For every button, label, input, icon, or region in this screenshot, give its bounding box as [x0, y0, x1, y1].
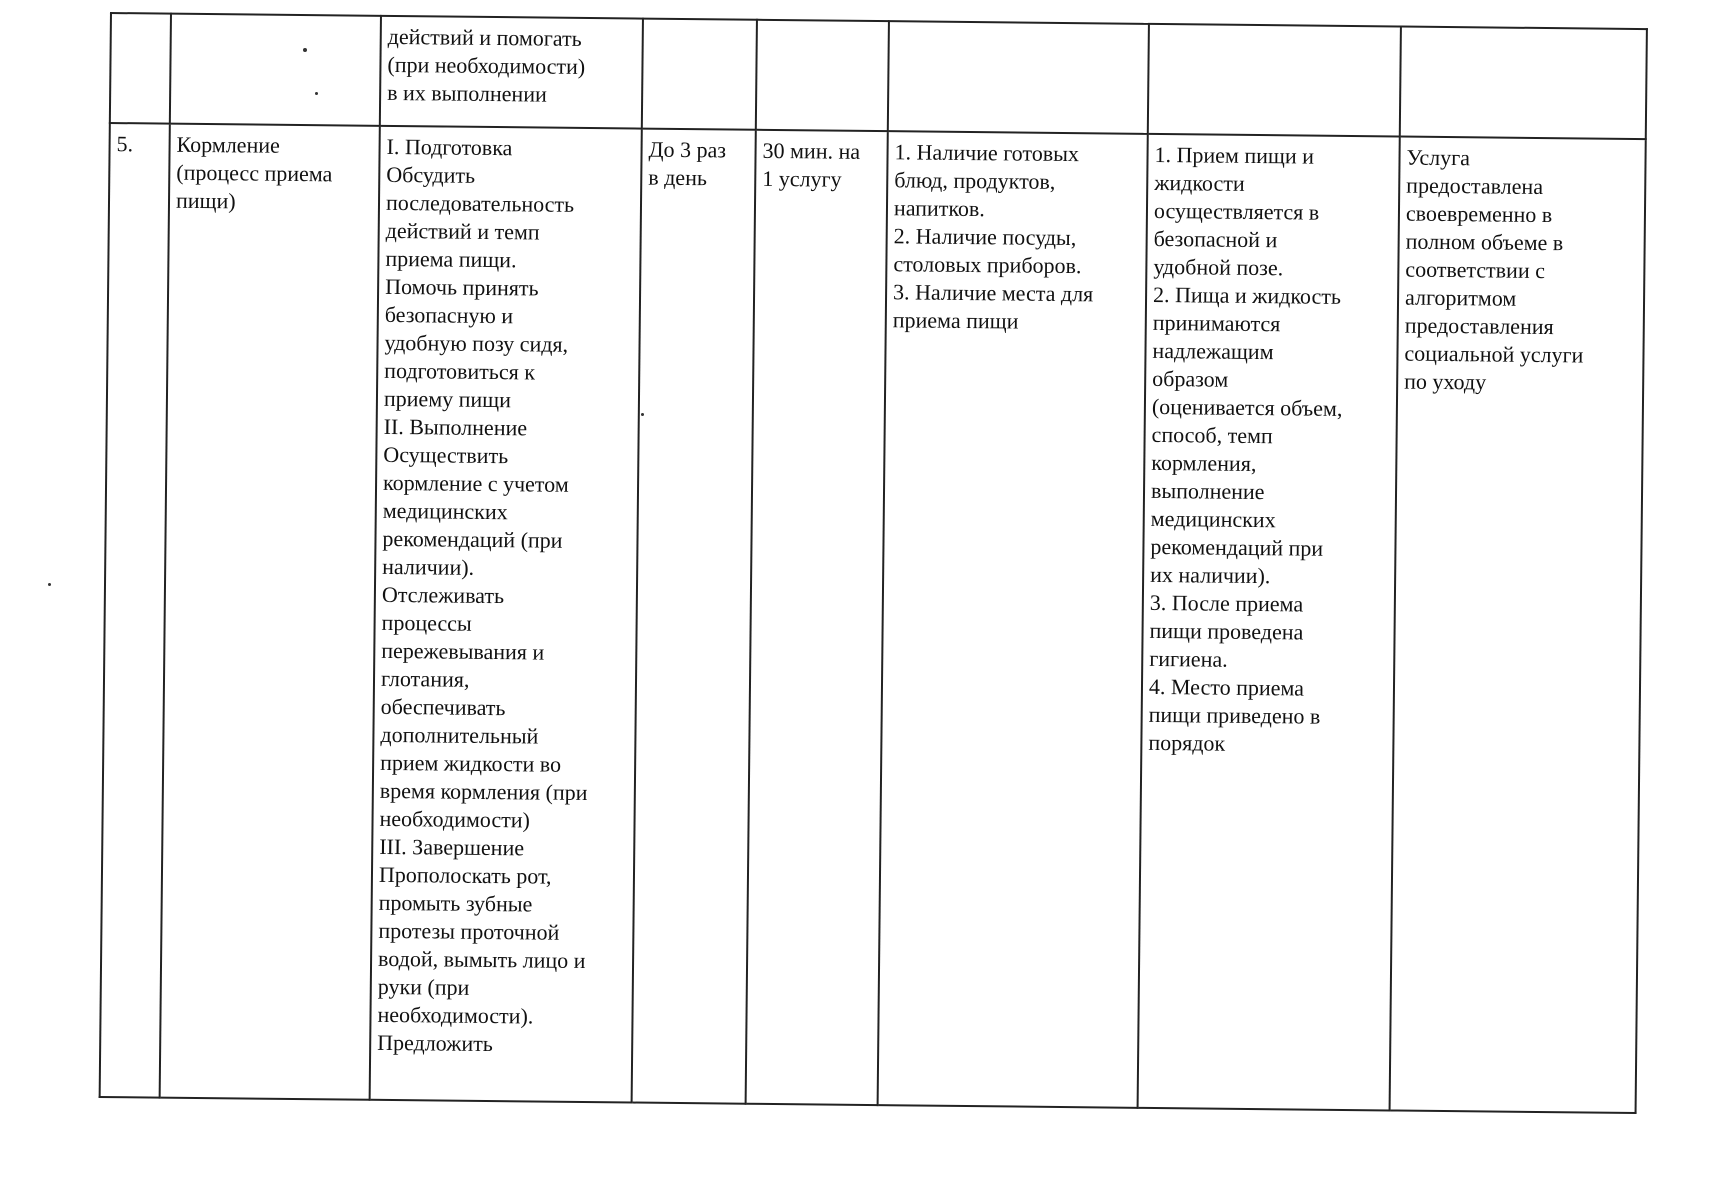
scan-speck [315, 92, 318, 95]
service-name-cell: Кормление (процесс приема пищи) [160, 124, 380, 1100]
services-table [99, 12, 1648, 1114]
scan-speck [48, 583, 51, 586]
procedure-cell: действий и помогать (при необходимости) в их выполнении [380, 16, 643, 129]
conditions-cell [888, 21, 1149, 134]
procedure-cell: I. Подготовка Обсудить последовательность действий и темп приема пищи. Помочь принять безопасную и удобную позу сидя, подготовиться к приему пищи II. Выполнение Осуществить кормление с учетом медицинских рекомендаций (при наличии). Отслеживать процессы пережевывания и глотания, обеспечивать дополнительный прием жидкости во время кормления (при необходимости) III. Завершение Прополоскать рот, промыть зубные протезы проточной водой, вымыть лицо и руки (при необходимости). Предложить [370, 126, 642, 1103]
frequency-cell: До 3 раз в день [632, 129, 756, 1104]
result-cell: Услуга предоставлена своевременно в полном объеме в соответствии с алгоритмом предоставления социальной услуги по уходу [1390, 137, 1646, 1114]
service-name-cell [170, 14, 381, 126]
number-cell: 5. [100, 123, 170, 1098]
frequency-cell [642, 19, 757, 130]
conditions-cell: 1. Наличие готовых блюд, продуктов, напитков. 2. Наличие посуды, столовых приборов. 3. Наличие места для приема пищи [878, 131, 1148, 1108]
scan-speck [303, 48, 307, 52]
table-row [110, 13, 1647, 139]
duration-cell: 30 мин. на 1 услугу [746, 130, 888, 1105]
scan-speck [641, 413, 644, 416]
table-row [100, 123, 1646, 1113]
result-cell [1400, 27, 1647, 140]
duration-cell [756, 20, 889, 131]
quality-cell: 1. Прием пищи и жидкости осуществляется в безопасной и удобной позе. 2. Пища и жидкость принимаются надлежащим образом (оценивается объем, способ, темп кормления, выполнение медицинских рекомендаций при их наличии). 3. После приема пищи проведена гигиена. 4. Место приема пищи приведено в порядок [1138, 134, 1400, 1111]
number-cell [110, 13, 171, 124]
quality-cell [1148, 24, 1401, 137]
